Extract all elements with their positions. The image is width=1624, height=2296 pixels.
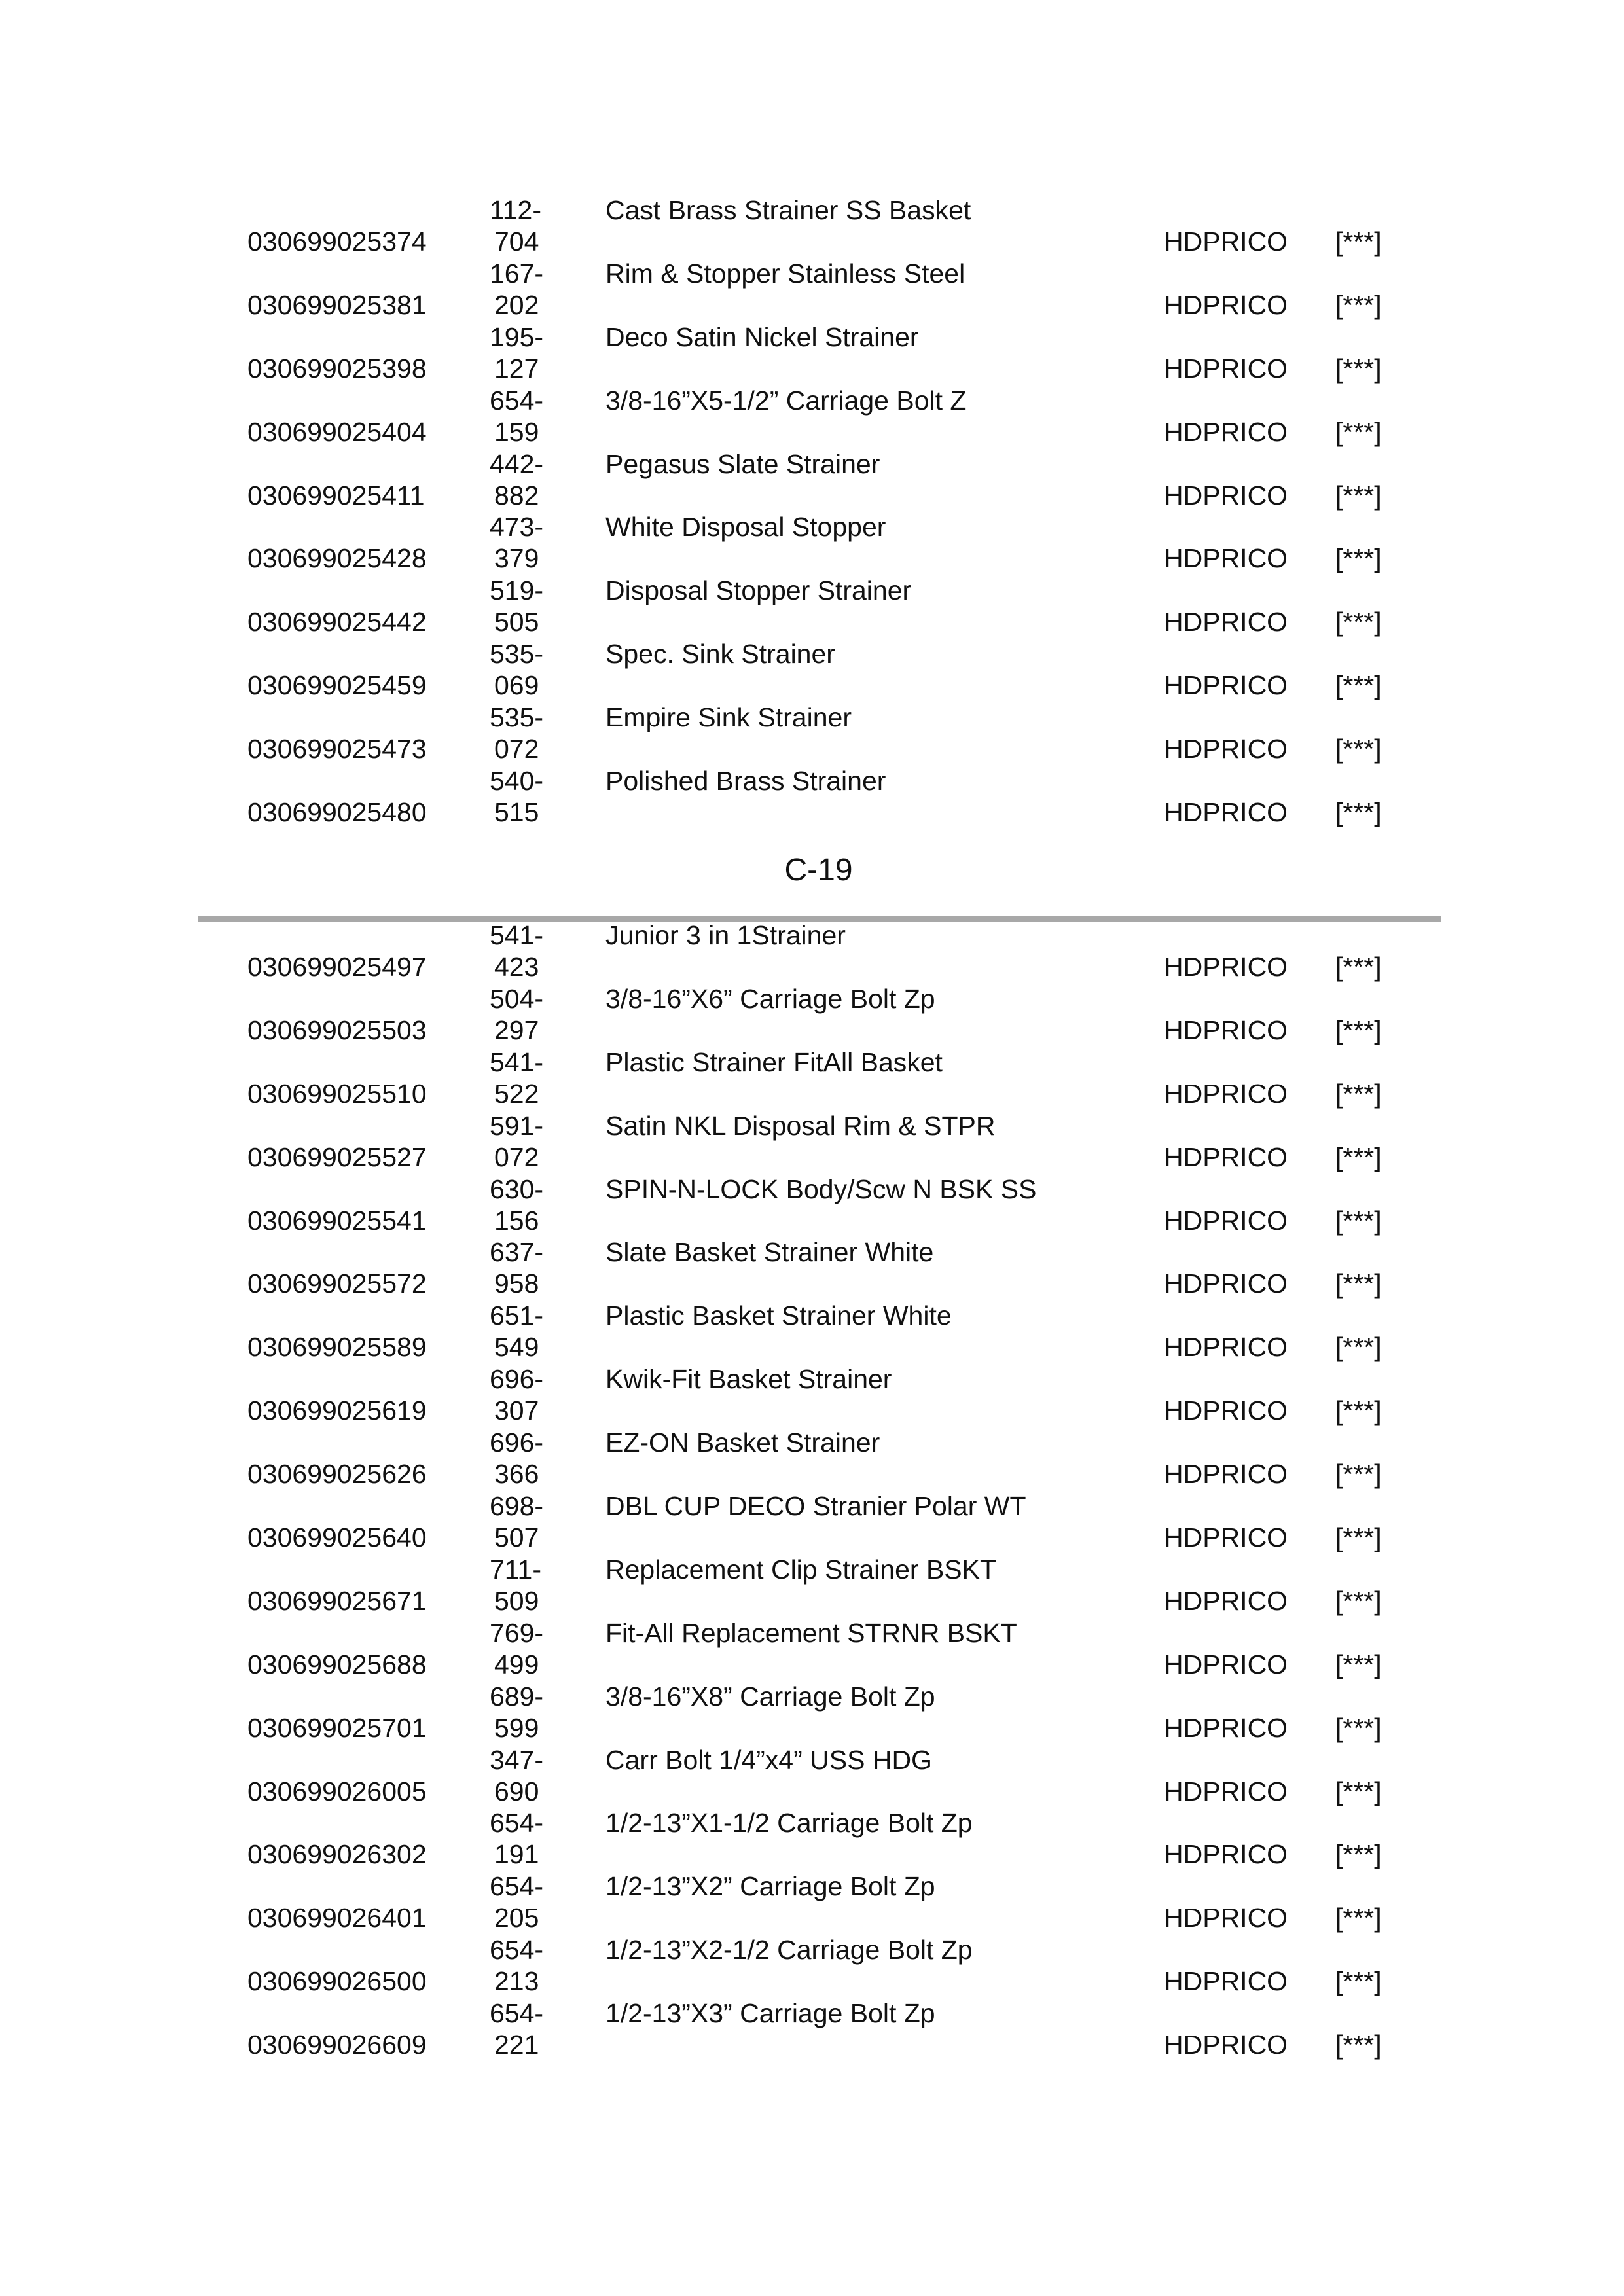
table-row	[0, 1110, 1624, 1174]
sku-suffix-cell: 159	[494, 416, 539, 447]
sku-prefix-cell: 519-	[490, 575, 544, 606]
upc-cell: 030699025404	[247, 416, 427, 447]
price-cell: [***]	[1335, 1014, 1382, 1045]
sku-suffix-cell: 072	[494, 734, 539, 764]
sku-prefix-cell: 535-	[490, 639, 544, 670]
upc-cell: 030699025510	[247, 1078, 427, 1109]
description-cell: Satin NKL Disposal Rim & STPR	[605, 1110, 996, 1141]
vendor-cell: HDPRICO	[1164, 1141, 1288, 1172]
sku-prefix-cell: 696-	[490, 1364, 544, 1395]
vendor-cell: HDPRICO	[1164, 1839, 1288, 1870]
table-row	[0, 920, 1624, 983]
sku-suffix-cell: 599	[494, 1712, 539, 1743]
sku-suffix-cell: 156	[494, 1205, 539, 1236]
sku-prefix-cell: 654-	[490, 1808, 544, 1839]
sku-prefix-cell: 541-	[490, 920, 544, 950]
price-cell: [***]	[1335, 607, 1382, 637]
price-cell: [***]	[1335, 289, 1382, 320]
description-cell: Slate Basket Strainer White	[605, 1237, 934, 1268]
sku-suffix-cell: 509	[494, 1585, 539, 1616]
description-cell: Cast Brass Strainer SS Basket	[605, 195, 971, 225]
description-cell: Kwik-Fit Basket Strainer	[605, 1364, 892, 1395]
description-cell: Pegasus Slate Strainer	[605, 448, 880, 479]
upc-cell: 030699025480	[247, 797, 427, 828]
sku-suffix-cell: 191	[494, 1839, 539, 1870]
vendor-cell: HDPRICO	[1164, 480, 1288, 511]
sku-prefix-cell: 540-	[490, 766, 544, 797]
price-cell: [***]	[1335, 1395, 1382, 1426]
sku-suffix-cell: 205	[494, 1903, 539, 1933]
upc-cell: 030699026302	[247, 1839, 427, 1870]
sku-suffix-cell: 507	[494, 1522, 539, 1553]
description-cell: 1/2-13”X2-1/2 Carriage Bolt Zp	[605, 1935, 973, 1965]
price-cell: [***]	[1335, 1459, 1382, 1490]
price-cell: [***]	[1335, 416, 1382, 447]
upc-cell: 030699026005	[247, 1776, 427, 1806]
table-row	[0, 1998, 1624, 2061]
upc-cell: 030699025473	[247, 734, 427, 764]
sku-prefix-cell: 541-	[490, 1047, 544, 1077]
vendor-cell: HDPRICO	[1164, 226, 1288, 257]
upc-cell: 030699025381	[247, 289, 427, 320]
sku-prefix-cell: 654-	[490, 385, 544, 416]
upc-cell: 030699026500	[247, 1966, 427, 1997]
description-cell: DBL CUP DECO Stranier Polar WT	[605, 1491, 1026, 1522]
price-cell: [***]	[1335, 353, 1382, 384]
table-row	[0, 983, 1624, 1047]
table-row	[0, 511, 1624, 575]
description-cell: White Disposal Stopper	[605, 512, 886, 543]
description-cell: Fit-All Replacement STRNR BSKT	[605, 1617, 1017, 1648]
description-cell: Empire Sink Strainer	[605, 702, 852, 733]
upc-cell: 030699026609	[247, 2030, 427, 2060]
price-cell: [***]	[1335, 1903, 1382, 1933]
price-cell: [***]	[1335, 1839, 1382, 1870]
price-cell: [***]	[1335, 1205, 1382, 1236]
upc-cell: 030699025442	[247, 607, 427, 637]
vendor-cell: HDPRICO	[1164, 1903, 1288, 1933]
table-row	[0, 1807, 1624, 1871]
sku-prefix-cell: 442-	[490, 448, 544, 479]
sku-prefix-cell: 504-	[490, 983, 544, 1014]
table-row	[0, 1236, 1624, 1300]
upc-cell: 030699025589	[247, 1332, 427, 1363]
upc-cell: 030699025459	[247, 670, 427, 701]
price-cell: [***]	[1335, 2030, 1382, 2060]
product-table-bottom	[0, 920, 1624, 2061]
table-row	[0, 1744, 1624, 1808]
sku-suffix-cell: 522	[494, 1078, 539, 1109]
vendor-cell: HDPRICO	[1164, 607, 1288, 637]
description-cell: 3/8-16”X6” Carriage Bolt Zp	[605, 983, 935, 1014]
sku-prefix-cell: 167-	[490, 258, 544, 289]
vendor-cell: HDPRICO	[1164, 1014, 1288, 1045]
price-cell: [***]	[1335, 1712, 1382, 1743]
price-cell: [***]	[1335, 1522, 1382, 1553]
description-cell: EZ-ON Basket Strainer	[605, 1427, 880, 1458]
upc-cell: 030699025626	[247, 1459, 427, 1490]
table-row	[0, 1934, 1624, 1998]
sku-suffix-cell: 221	[494, 2030, 539, 2060]
vendor-cell: HDPRICO	[1164, 1776, 1288, 1806]
vendor-cell: HDPRICO	[1164, 797, 1288, 828]
price-cell: [***]	[1335, 226, 1382, 257]
sku-prefix-cell: 654-	[490, 1935, 544, 1965]
upc-cell: 030699026401	[247, 1903, 427, 1933]
sku-prefix-cell: 769-	[490, 1617, 544, 1648]
table-row	[0, 1681, 1624, 1744]
price-cell: [***]	[1335, 1268, 1382, 1299]
sku-suffix-cell: 423	[494, 952, 539, 982]
description-cell: Carr Bolt 1/4”x4” USS HDG	[605, 1744, 932, 1775]
table-row	[0, 702, 1624, 765]
table-row	[0, 1174, 1624, 1237]
table-row	[0, 1363, 1624, 1427]
description-cell: 3/8-16”X8” Carriage Bolt Zp	[605, 1681, 935, 1712]
upc-cell: 030699025428	[247, 543, 427, 574]
upc-cell: 030699025374	[247, 226, 427, 257]
sku-suffix-cell: 690	[494, 1776, 539, 1806]
description-cell: 1/2-13”X1-1/2 Carriage Bolt Zp	[605, 1808, 973, 1839]
sku-suffix-cell: 505	[494, 607, 539, 637]
upc-cell: 030699025619	[247, 1395, 427, 1426]
sku-suffix-cell: 366	[494, 1459, 539, 1490]
table-row	[0, 258, 1624, 321]
description-cell: Spec. Sink Strainer	[605, 639, 835, 670]
sku-suffix-cell: 704	[494, 226, 539, 257]
vendor-cell: HDPRICO	[1164, 1712, 1288, 1743]
vendor-cell: HDPRICO	[1164, 734, 1288, 764]
description-cell: Junior 3 in 1Strainer	[605, 920, 846, 950]
vendor-cell: HDPRICO	[1164, 1522, 1288, 1553]
vendor-cell: HDPRICO	[1164, 289, 1288, 320]
upc-cell: 030699025701	[247, 1712, 427, 1743]
price-cell: [***]	[1335, 543, 1382, 574]
vendor-cell: HDPRICO	[1164, 1078, 1288, 1109]
sku-suffix-cell: 515	[494, 797, 539, 828]
sku-suffix-cell: 202	[494, 289, 539, 320]
table-row	[0, 1617, 1624, 1681]
table-row	[0, 1427, 1624, 1490]
table-row	[0, 1490, 1624, 1554]
vendor-cell: HDPRICO	[1164, 1268, 1288, 1299]
price-cell: [***]	[1335, 952, 1382, 982]
vendor-cell: HDPRICO	[1164, 1395, 1288, 1426]
sku-suffix-cell: 549	[494, 1332, 539, 1363]
sku-suffix-cell: 958	[494, 1268, 539, 1299]
table-row	[0, 575, 1624, 638]
upc-cell: 030699025497	[247, 952, 427, 982]
description-cell: Plastic Basket Strainer White	[605, 1300, 952, 1331]
sku-prefix-cell: 195-	[490, 321, 544, 352]
description-cell: 1/2-13”X3” Carriage Bolt Zp	[605, 1998, 935, 2029]
table-row	[0, 1554, 1624, 1617]
upc-cell: 030699025572	[247, 1268, 427, 1299]
sku-prefix-cell: 696-	[490, 1427, 544, 1458]
sku-prefix-cell: 654-	[490, 1998, 544, 2029]
vendor-cell: HDPRICO	[1164, 952, 1288, 982]
sku-prefix-cell: 535-	[490, 702, 544, 733]
price-cell: [***]	[1335, 1332, 1382, 1363]
upc-cell: 030699025411	[247, 480, 425, 511]
price-cell: [***]	[1335, 1078, 1382, 1109]
table-row	[0, 321, 1624, 385]
sku-prefix-cell: 630-	[490, 1174, 544, 1204]
table-row	[0, 194, 1624, 258]
sku-suffix-cell: 213	[494, 1966, 539, 1997]
description-cell: Replacement Clip Strainer BSKT	[605, 1554, 997, 1585]
sku-prefix-cell: 654-	[490, 1871, 544, 1902]
description-cell: Plastic Strainer FitAll Basket	[605, 1047, 943, 1077]
description-cell: Deco Satin Nickel Strainer	[605, 321, 919, 352]
description-cell: 1/2-13”X2” Carriage Bolt Zp	[605, 1871, 935, 1902]
vendor-cell: HDPRICO	[1164, 1459, 1288, 1490]
description-cell: Rim & Stopper Stainless Steel	[605, 258, 965, 289]
sku-suffix-cell: 127	[494, 353, 539, 384]
sku-suffix-cell: 072	[494, 1141, 539, 1172]
sku-prefix-cell: 698-	[490, 1491, 544, 1522]
price-cell: [***]	[1335, 797, 1382, 828]
vendor-cell: HDPRICO	[1164, 353, 1288, 384]
sku-prefix-cell: 689-	[490, 1681, 544, 1712]
vendor-cell: HDPRICO	[1164, 543, 1288, 574]
vendor-cell: HDPRICO	[1164, 2030, 1288, 2060]
table-row	[0, 1300, 1624, 1363]
upc-cell: 030699025398	[247, 353, 427, 384]
price-cell: [***]	[1335, 1966, 1382, 1997]
vendor-cell: HDPRICO	[1164, 1205, 1288, 1236]
vendor-cell: HDPRICO	[1164, 416, 1288, 447]
vendor-cell: HDPRICO	[1164, 1585, 1288, 1616]
sku-prefix-cell: 637-	[490, 1237, 544, 1268]
price-cell: [***]	[1335, 1776, 1382, 1806]
description-cell: Polished Brass Strainer	[605, 766, 886, 797]
upc-cell: 030699025527	[247, 1141, 427, 1172]
price-cell: [***]	[1335, 734, 1382, 764]
product-table-top	[0, 194, 1624, 829]
vendor-cell: HDPRICO	[1164, 1966, 1288, 1997]
description-cell: Disposal Stopper Strainer	[605, 575, 912, 606]
vendor-cell: HDPRICO	[1164, 1649, 1288, 1679]
sku-prefix-cell: 112-	[490, 195, 542, 225]
price-cell: [***]	[1335, 1649, 1382, 1679]
table-row	[0, 448, 1624, 512]
price-cell: [***]	[1335, 480, 1382, 511]
table-row	[0, 638, 1624, 702]
page-number: C-19	[784, 853, 853, 888]
sku-prefix-cell: 591-	[490, 1110, 544, 1141]
upc-cell: 030699025688	[247, 1649, 427, 1679]
table-row	[0, 1047, 1624, 1110]
upc-cell: 030699025541	[247, 1205, 427, 1236]
upc-cell: 030699025671	[247, 1585, 427, 1616]
sku-prefix-cell: 651-	[490, 1300, 544, 1331]
sku-suffix-cell: 379	[494, 543, 539, 574]
table-row	[0, 765, 1624, 829]
description-cell: 3/8-16”X5-1/2” Carriage Bolt Z	[605, 385, 967, 416]
sku-prefix-cell: 711-	[490, 1554, 542, 1585]
table-row	[0, 385, 1624, 448]
description-cell: SPIN-N-LOCK Body/Scw N BSK SS	[605, 1174, 1037, 1204]
price-cell: [***]	[1335, 670, 1382, 701]
table-row	[0, 1871, 1624, 1934]
vendor-cell: HDPRICO	[1164, 670, 1288, 701]
sku-suffix-cell: 882	[494, 480, 539, 511]
upc-cell: 030699025640	[247, 1522, 427, 1553]
sku-prefix-cell: 347-	[490, 1744, 544, 1775]
sku-suffix-cell: 499	[494, 1649, 539, 1679]
upc-cell: 030699025503	[247, 1014, 427, 1045]
price-cell: [***]	[1335, 1141, 1382, 1172]
sku-prefix-cell: 473-	[490, 512, 544, 543]
sku-suffix-cell: 297	[494, 1014, 539, 1045]
sku-suffix-cell: 069	[494, 670, 539, 701]
sku-suffix-cell: 307	[494, 1395, 539, 1426]
price-cell: [***]	[1335, 1585, 1382, 1616]
vendor-cell: HDPRICO	[1164, 1332, 1288, 1363]
